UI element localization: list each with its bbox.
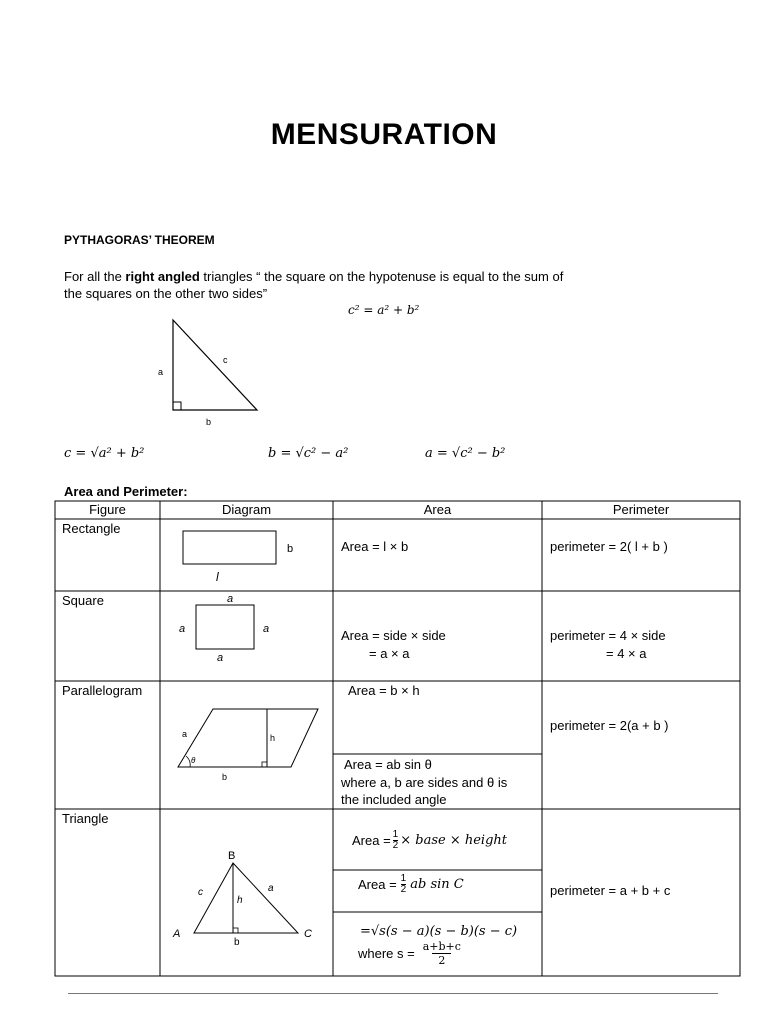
triangle-perimeter: perimeter = a + b + c [550,883,671,898]
parallelogram-shape [178,709,318,767]
frac-num: 1 [392,829,399,840]
vertex-A-label: A [173,928,181,940]
rectangle-area: Area = l × b [341,539,409,554]
heron-formula: =√s(s − a)(s − b)(s − c) [360,924,518,939]
area2-suffix: ab sin C [410,877,464,892]
side-b-tri-label: b [234,937,240,948]
half-fraction-2 [401,874,407,895]
triangle-abc-shape [194,863,298,933]
equation-a: a = √c² − b² [425,446,506,461]
triangle-diagram [160,809,333,976]
where-s-label: where s = [358,946,415,961]
parallelogram-area2-line2: where a, b are sides and θ is [341,775,508,790]
pythagoras-formula: c² = a² + b² [348,303,420,317]
parallelogram-diagram [160,681,333,809]
header-figure: Figure [89,502,126,517]
footer-divider [68,993,718,994]
side-a-label: a [158,367,164,377]
figure-rectangle: Rectangle [62,521,121,536]
parallelogram-area1: Area = b × h [348,683,420,698]
parallelogram-area2-line3: the included angle [341,792,447,807]
s-den: 2 [432,953,451,967]
intro-text-1: For all the [64,269,126,284]
area2-prefix: Area = [358,877,397,892]
para-h-label: h [270,733,276,743]
frac-num-2: 1 [400,873,407,884]
square-top-label: a [227,593,234,605]
triangle-right-angle [233,928,238,933]
intro-bold: right angled [125,269,200,284]
figure-triangle: Triangle [62,811,109,826]
rect-l-label: l [216,570,219,584]
page-title: MENSURATION [270,118,498,151]
para-a-label: a [182,729,188,739]
intro-text-2: triangles “ the square on the hypotenuse is equal to the sum of the squares on the other two sides” [64,269,564,301]
para-theta-label: θ [191,756,196,765]
angle-arc [186,756,190,767]
parallelogram-perimeter: perimeter = 2(a + b ) [550,718,669,733]
square-perimeter-line2: = 4 × a [606,646,647,661]
equation-b: b = √c² − a² [268,446,349,461]
area-perimeter-heading: Area and Perimeter: [64,484,188,499]
area1-suffix: × base × height [400,833,507,848]
frac-den-2: 2 [400,884,407,895]
frac-den: 2 [392,840,399,851]
half-fraction [393,830,399,851]
square-bottom-label: a [217,652,224,664]
area1-prefix: Area = [352,833,391,848]
s-num: a+b+c [422,940,461,953]
side-b-label: b [206,417,212,427]
square-area-line2: = a × a [369,646,410,661]
square-diagram [160,591,333,681]
triangle-area2 [358,874,464,895]
rectangle-diagram [160,519,333,591]
rectangle-perimeter: perimeter = 2( l + b ) [550,539,668,554]
square-area-line1: Area = side × side [341,628,446,643]
s-fraction [423,940,461,967]
para-b-label: b [222,772,228,782]
side-c-tri-label: c [198,887,203,898]
header-perimeter: Perimeter [612,502,670,517]
triangle-area1 [352,830,507,851]
heron-where-s [358,940,461,967]
side-c-label: c [223,355,228,365]
height-right-angle [262,762,267,767]
vertex-B-label: B [228,850,236,862]
side-a-tri-label: a [268,883,274,894]
vertex-C-label: C [304,928,312,940]
header-diagram: Diagram [221,502,272,517]
pythagoras-heading: PYTHAGORAS’ THEOREM [64,233,215,247]
figure-square: Square [62,593,104,608]
figure-parallelogram: Parallelogram [62,683,143,698]
square-shape [196,605,254,649]
rectangle-shape [183,531,276,564]
equation-c: c = √a² + b² [64,446,145,461]
header-area: Area [423,502,452,517]
square-perimeter-line1: perimeter = 4 × side [550,628,666,643]
square-right-label: a [263,623,270,635]
parallelogram-area2-line1: Area = ab sin θ [344,757,432,772]
square-left-label: a [179,623,186,635]
rect-b-label: b [287,543,294,555]
height-h-label: h [237,895,243,906]
